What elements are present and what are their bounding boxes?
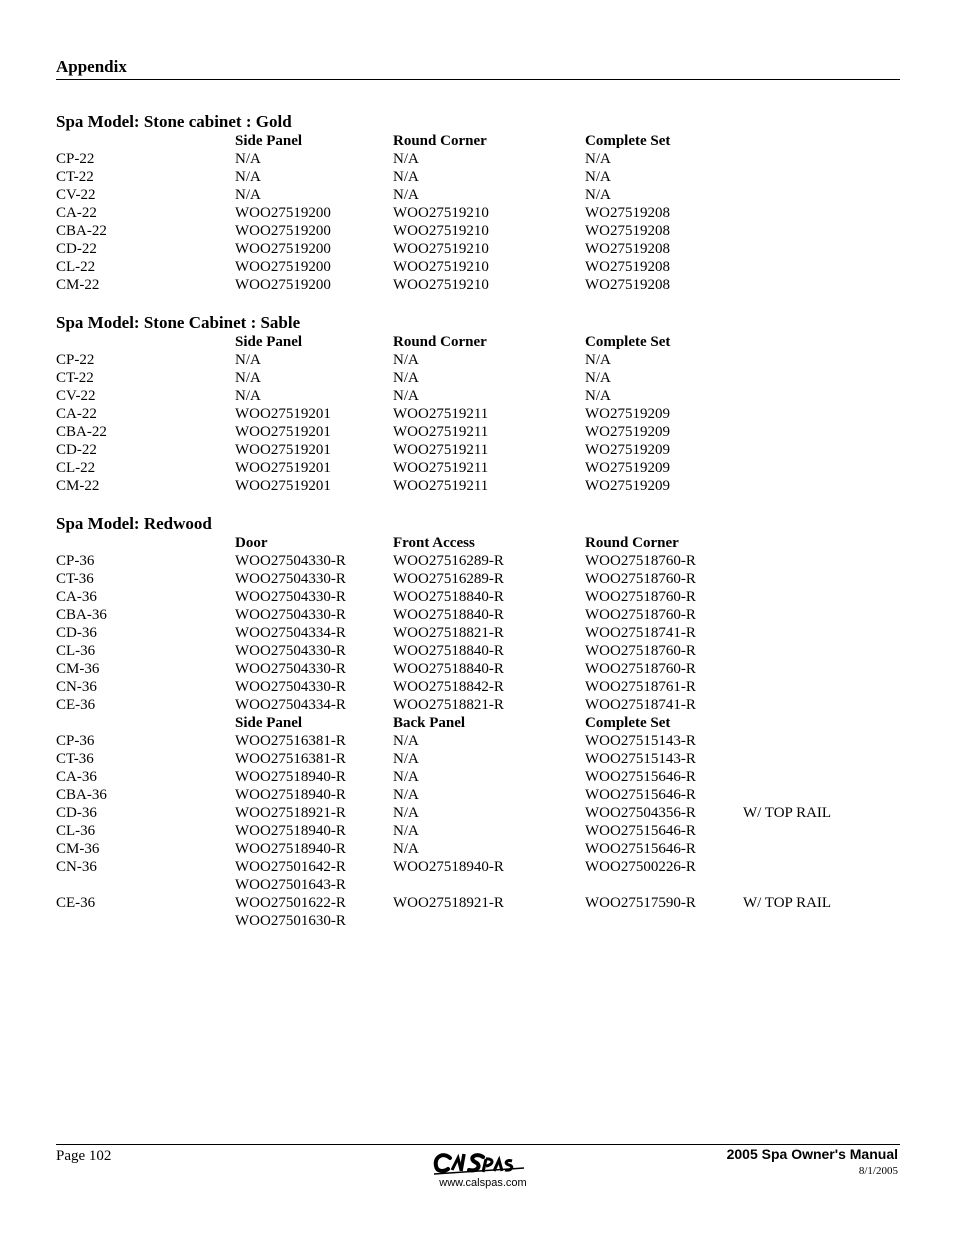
table-row [56,732,900,750]
part-number-cell: WOO27519210 [393,241,489,257]
model-cell: CD-36 [56,805,97,821]
part-number-cell: WOO27500226-R [585,859,696,875]
part-number-cell: N/A [393,769,419,785]
parts-table [56,132,900,294]
part-number-cell: WOO27518840-R [393,643,504,659]
part-number-cell: WOO27518940-R [393,859,504,875]
table-row [56,276,900,294]
part-number-cell: WOO27515646-R [585,841,696,857]
part-number-cell: WOO27518940-R [235,787,346,803]
model-cell: CT-22 [56,169,94,185]
part-number-cell: WOO27519201 [235,424,331,440]
model-cell: CE-36 [56,697,96,713]
part-number-cell: WOO27501642-R [235,859,346,875]
section-stone-gold [56,112,900,294]
model-cell: CA-22 [56,205,97,221]
table-row [56,150,900,168]
table-row [56,423,900,441]
table-row [56,786,900,804]
part-number-cell: W/ TOP RAIL [743,895,832,911]
model-cell: CM-36 [56,841,100,857]
part-number-cell: WOO27518842-R [393,679,504,695]
table-row [56,696,900,714]
page-header-title: Appendix [56,57,127,76]
parts-table [56,333,900,495]
part-number-cell: N/A [235,388,261,404]
section-redwood [56,514,900,930]
part-number-cell: WOO27518840-R [393,661,504,677]
model-cell: CE-36 [56,895,96,911]
part-number-cell: WOO27518760-R [585,607,696,623]
model-cell: CL-36 [56,643,96,659]
column-header: Complete Set [585,715,671,731]
calspas-logo-mark [428,1150,538,1178]
part-number-cell: WO27519208 [585,205,670,221]
part-number-cell: WOO27504334-R [235,625,346,641]
part-number-cell: WOO27518921-R [235,805,346,821]
section-title: Spa Model: Stone cabinet : Gold [56,112,292,131]
column-header: Side Panel [235,133,303,149]
part-number-cell: WOO27504330-R [235,643,346,659]
part-number-cell: WOO27519211 [393,460,489,476]
part-number-cell: WOO27504330-R [235,661,346,677]
part-number-cell: WOO27518761-R [585,679,696,695]
model-cell: CD-22 [56,241,97,257]
part-number-cell: WOO27519211 [393,442,489,458]
model-cell: CA-36 [56,769,97,785]
table-row [56,822,900,840]
model-cell: CP-22 [56,151,95,167]
part-number-cell: WOO27515646-R [585,787,696,803]
model-cell: CV-22 [56,388,96,404]
part-number-cell: N/A [235,187,261,203]
part-number-cell: N/A [585,388,611,404]
part-number-cell: WO27519208 [585,241,670,257]
column-header: Round Corner [393,334,487,350]
column-header: Complete Set [585,133,671,149]
model-cell: CP-22 [56,352,95,368]
part-number-cell: WOO27504330-R [235,589,346,605]
part-number-cell: N/A [393,187,419,203]
part-number-cell: WOO27519210 [393,205,489,221]
part-number-cell: N/A [393,169,419,185]
part-number-cell: WOO27519211 [393,406,489,422]
table-row [56,459,900,477]
part-number-cell: WOO27519210 [393,277,489,293]
part-number-cell: N/A [393,805,419,821]
page-number: Page 102 [56,1148,112,1164]
part-number-cell: WOO27519200 [235,241,331,257]
parts-table [56,534,900,930]
table-row [56,624,900,642]
part-number-cell: N/A [393,151,419,167]
part-number-cell: WOO27518741-R [585,625,696,641]
part-number-cell: WOO27515646-R [585,823,696,839]
part-number-cell: WOO27518760-R [585,553,696,569]
model-cell: CL-22 [56,259,96,275]
manual-title: 2005 Spa Owner's Manual [726,1146,898,1162]
part-number-cell: N/A [393,823,419,839]
part-number-cell: WOO27518940-R [235,823,346,839]
part-number-cell: W/ TOP RAIL [743,805,832,821]
model-cell: CD-22 [56,442,97,458]
part-number-cell: WO27519209 [585,460,670,476]
part-number-cell: WOO27518760-R [585,589,696,605]
part-number-cell: WOO27501630-R [235,913,346,929]
part-number-cell: N/A [235,169,261,185]
part-number-cell: WOO27518741-R [585,697,696,713]
section-title: Spa Model: Redwood [56,514,212,533]
part-number-cell: WOO27518821-R [393,625,504,641]
table-row [56,768,900,786]
table-row [56,876,900,894]
table-row [56,477,900,495]
part-number-cell: WOO27518940-R [235,841,346,857]
model-cell: CA-36 [56,589,97,605]
column-header: Front Access [393,535,475,551]
model-cell: CP-36 [56,553,95,569]
part-number-cell: WO27519209 [585,442,670,458]
model-cell: CA-22 [56,406,97,422]
part-number-cell: WOO27515143-R [585,751,696,767]
section-stone-sable [56,313,900,495]
table-header-row [56,132,900,150]
model-cell: CBA-36 [56,787,107,803]
table-row [56,387,900,405]
table-row [56,441,900,459]
part-number-cell: WOO27519200 [235,259,331,275]
table-header-row [56,714,900,732]
model-cell: CL-22 [56,460,96,476]
part-number-cell: WOO27516381-R [235,733,346,749]
model-cell: CBA-22 [56,223,107,239]
column-header: Round Corner [393,133,487,149]
table-row [56,369,900,387]
part-number-cell: WO27519209 [585,406,670,422]
model-cell: CN-36 [56,859,97,875]
part-number-cell: WOO27518921-R [393,895,504,911]
model-cell: CN-36 [56,679,97,695]
part-number-cell: WOO27519201 [235,478,331,494]
table-row [56,405,900,423]
model-cell: CP-36 [56,733,95,749]
part-number-cell: WOO27518760-R [585,643,696,659]
part-number-cell: N/A [393,751,419,767]
table-row [56,588,900,606]
part-number-cell: N/A [235,352,261,368]
table-row [56,168,900,186]
table-row [56,258,900,276]
model-cell: CT-36 [56,751,94,767]
table-row [56,570,900,588]
logo-url: www.calspas.com [439,1177,527,1189]
part-number-cell: N/A [393,787,419,803]
part-number-cell: WOO27501643-R [235,877,346,893]
table-header-row [56,534,900,552]
part-number-cell: WO27519209 [585,424,670,440]
table-row [56,222,900,240]
table-row [56,186,900,204]
model-cell: CM-22 [56,478,100,494]
part-number-cell: WOO27516289-R [393,571,504,587]
part-number-cell: WOO27519201 [235,406,331,422]
table-row [56,912,900,930]
part-number-cell: WOO27519210 [393,259,489,275]
model-cell: CV-22 [56,187,96,203]
part-number-cell: WOO27519201 [235,460,331,476]
part-number-cell: WO27519208 [585,277,670,293]
table-row [56,552,900,570]
model-cell: CT-22 [56,370,94,386]
table-header-row [56,333,900,351]
part-number-cell: WOO27504330-R [235,607,346,623]
part-number-cell: WO27519208 [585,259,670,275]
table-row [56,204,900,222]
part-number-cell: N/A [585,352,611,368]
part-number-cell: WOO27519200 [235,205,331,221]
header-divider [56,79,900,80]
table-row [56,858,900,876]
part-number-cell: N/A [235,370,261,386]
section-title: Spa Model: Stone Cabinet : Sable [56,313,301,332]
table-row [56,642,900,660]
part-number-cell: N/A [585,370,611,386]
manual-date: 8/1/2005 [858,1165,898,1177]
model-cell: CD-36 [56,625,97,641]
part-number-cell: N/A [393,370,419,386]
column-header: Side Panel [235,715,303,731]
part-number-cell: WOO27518760-R [585,661,696,677]
part-number-cell: N/A [585,169,611,185]
part-number-cell: WOO27501622-R [235,895,346,911]
part-number-cell: WOO27515646-R [585,769,696,785]
model-cell: CM-36 [56,661,100,677]
part-number-cell: WOO27504330-R [235,679,346,695]
part-number-cell: WOO27515143-R [585,733,696,749]
part-number-cell: N/A [393,841,419,857]
part-number-cell: N/A [393,733,419,749]
table-row [56,804,900,822]
part-number-cell: WO27519209 [585,478,670,494]
part-number-cell: N/A [585,187,611,203]
table-row [56,660,900,678]
column-header: Door [235,535,268,551]
part-number-cell: N/A [235,151,261,167]
part-number-cell: N/A [585,151,611,167]
part-number-cell: WOO27518840-R [393,607,504,623]
part-number-cell: WOO27518821-R [393,697,504,713]
part-number-cell: N/A [393,352,419,368]
column-header: Back Panel [393,715,466,731]
model-cell: CBA-22 [56,424,107,440]
model-cell: CBA-36 [56,607,107,623]
part-number-cell: WOO27519210 [393,223,489,239]
model-cell: CM-22 [56,277,100,293]
part-number-cell: WO27519208 [585,223,670,239]
part-number-cell: WOO27504356-R [585,805,696,821]
calspas-logo [428,1150,538,1190]
part-number-cell: WOO27518760-R [585,571,696,587]
part-number-cell: WOO27516289-R [393,553,504,569]
footer-divider [56,1144,900,1145]
part-number-cell: WOO27519200 [235,277,331,293]
part-number-cell: WOO27517590-R [585,895,696,911]
column-header: Side Panel [235,334,303,350]
part-number-cell: WOO27504330-R [235,553,346,569]
part-number-cell: WOO27504334-R [235,697,346,713]
part-number-cell: WOO27519211 [393,424,489,440]
part-number-cell: WOO27518840-R [393,589,504,605]
part-number-cell: WOO27518940-R [235,769,346,785]
part-number-cell: WOO27516381-R [235,751,346,767]
table-row [56,606,900,624]
part-number-cell: N/A [393,388,419,404]
model-cell: CL-36 [56,823,96,839]
table-row [56,240,900,258]
table-row [56,678,900,696]
part-number-cell: WOO27519201 [235,442,331,458]
table-row [56,894,900,912]
part-number-cell: WOO27519200 [235,223,331,239]
part-number-cell: WOO27519211 [393,478,489,494]
column-header: Round Corner [585,535,679,551]
table-row [56,351,900,369]
column-header: Complete Set [585,334,671,350]
table-row [56,840,900,858]
part-number-cell: WOO27504330-R [235,571,346,587]
model-cell: CT-36 [56,571,94,587]
table-row [56,750,900,768]
